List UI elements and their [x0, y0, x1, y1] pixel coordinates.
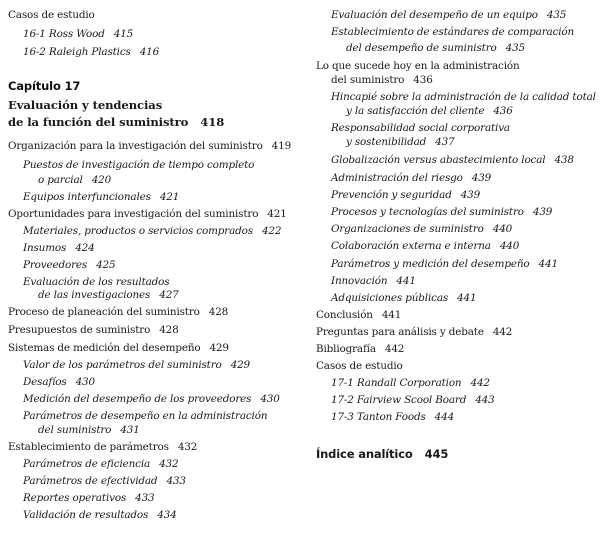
toc-page-number: 421 [267, 208, 287, 220]
toc-page-number: 438 [554, 154, 574, 166]
toc-entry [23, 191, 179, 204]
toc-entry [23, 225, 281, 238]
toc-page-number: 425 [96, 259, 116, 271]
toc-page-number: 422 [261, 225, 282, 237]
toc-page-number: 430 [260, 393, 280, 405]
toc-entry-title: Valor de los parámetros del suministro [23, 359, 222, 371]
toc-entry-title: o parcial [38, 174, 83, 186]
toc-heading [331, 122, 510, 135]
toc-entry [8, 140, 291, 153]
toc-entry-title: 17-3 Tanton Foods [331, 411, 426, 423]
toc-entry-title: Organización para la investigación del suministro [8, 140, 263, 152]
toc-heading [23, 276, 169, 289]
toc-entry-title: Medición del desempeño de los proveedores [23, 393, 252, 405]
toc-entry-title: del suministro [331, 74, 405, 86]
toc-entry-title: 16-1 Ross Wood [23, 28, 105, 40]
toc-page-number: 442 [384, 343, 405, 355]
toc-entry-title: Innovación [331, 275, 388, 287]
toc-entry [331, 74, 433, 87]
toc-entry-title: Organizaciones de suministro [331, 223, 484, 235]
toc-entry [331, 9, 566, 22]
toc-page-number: 444 [434, 411, 455, 423]
toc-entry [8, 324, 179, 337]
toc-entry-title: Procesos y tecnologías del suministro [331, 206, 524, 218]
toc-entry [331, 411, 454, 424]
toc-entry [346, 42, 525, 55]
toc-heading [8, 99, 162, 112]
toc-entry-title: de la función del suministro [8, 115, 189, 129]
toc-page-number: 433 [135, 492, 155, 504]
toc-entry [8, 116, 224, 129]
toc-entry-title: del suministro [38, 424, 112, 436]
toc-entry-title: 17-1 Randall Corporation [331, 377, 462, 389]
toc-heading [23, 159, 254, 172]
toc-entry-title: Evaluación del desempeño de un equipo [331, 9, 538, 21]
toc-entry [23, 242, 95, 255]
toc-page-number: 441 [396, 275, 416, 287]
toc-entry-title: 17-2 Fairview Scool Board [331, 394, 467, 406]
toc-entry-title: Prevención y seguridad [331, 189, 452, 201]
toc-entry-title: Sistemas de medición del desempeño [8, 342, 201, 354]
toc-entry-title: Equipos interfuncionales [23, 191, 151, 203]
toc-heading [316, 360, 403, 373]
toc-entry-title: Reportes operativos [23, 492, 127, 504]
toc-page-number: 430 [75, 376, 95, 388]
toc-page-number: 429 [209, 342, 229, 354]
toc-entry-title: Bibliografía [316, 343, 376, 355]
toc-page-number: 429 [230, 359, 251, 371]
toc-page-number: 416 [139, 46, 160, 58]
toc-entry [316, 448, 448, 461]
toc-entry-title: del desempeño de suministro [346, 42, 497, 54]
toc-entry [23, 458, 178, 471]
toc-entry-title: y la satisfacción del cliente [346, 105, 485, 117]
toc-entry-title: Presupuestos de suministro [8, 324, 151, 336]
toc-page-number: 428 [159, 324, 179, 336]
toc-entry-title: Conclusión [316, 309, 373, 321]
toc-page-number: 427 [159, 289, 179, 301]
toc-entry [23, 492, 155, 505]
toc-entry-title: Capítulo 17 [8, 79, 81, 93]
toc-page-number: 424 [75, 242, 95, 254]
toc-page-number: 415 [113, 28, 134, 40]
toc-entry [38, 174, 111, 187]
toc-heading [331, 26, 574, 39]
toc-entry [38, 424, 140, 437]
toc-page-number: 440 [499, 240, 520, 252]
toc-page-number: 436 [493, 105, 513, 117]
toc-entry-title: Proceso de planeación del suministro [8, 306, 200, 318]
toc-entry-title: Parámetros de eficiencia [23, 458, 151, 470]
toc-entry [331, 258, 558, 271]
toc-entry [23, 259, 115, 272]
toc-entry-title: Materiales, productos o servicios comprados [23, 225, 253, 237]
toc-page-number: 418 [200, 115, 225, 129]
toc-entry-title: Parámetros de desempeño en la administración [23, 410, 268, 422]
toc-entry-title: Validación de resultados [23, 509, 149, 521]
toc-entry [316, 343, 404, 356]
toc-entry-title: de las investigaciones [38, 289, 151, 301]
toc-entry [346, 105, 513, 118]
toc-entry-title: Hincapié sobre la administración de la calidad total [331, 91, 596, 103]
toc-entry [8, 208, 287, 221]
toc-page-number: 419 [271, 140, 292, 152]
toc-page-number: 428 [208, 306, 229, 318]
toc-entry-title: Adquisiciones públicas [331, 292, 449, 304]
toc-page-number: 437 [435, 136, 455, 148]
toc-page-number: 420 [91, 174, 112, 186]
toc-entry [331, 172, 491, 185]
toc-entry-title: Índice analítico [316, 447, 413, 461]
toc-entry-title: Casos de estudio [316, 360, 403, 372]
toc-entry [331, 240, 519, 253]
toc-page-number: 442 [470, 377, 490, 389]
toc-entry-title: Puestos de investigación de tiempo completo [23, 159, 255, 171]
toc-page-number: 442 [492, 326, 513, 338]
toc-entry [8, 342, 229, 355]
toc-page-number: 439 [471, 172, 492, 184]
toc-page-number: 441 [457, 292, 477, 304]
toc-entry-title: Insumos [23, 242, 67, 254]
toc-page-number: 443 [475, 394, 495, 406]
toc-entry [331, 223, 512, 236]
toc-page-number: 435 [546, 9, 567, 21]
toc-entry [331, 154, 574, 167]
toc-heading [8, 80, 80, 93]
toc-page-number: 441 [381, 309, 402, 321]
toc-entry-title: Desafíos [23, 376, 67, 388]
toc-entry-title: Casos de estudio [8, 9, 95, 21]
toc-entry-title: Parámetros y medición del desempeño [331, 258, 530, 270]
toc-entry [23, 46, 159, 59]
toc-page-number: 436 [413, 74, 433, 86]
toc-page-number: 421 [159, 191, 180, 203]
toc-entry [8, 306, 228, 319]
toc-entry [331, 377, 490, 390]
toc-page-number: 435 [505, 42, 526, 54]
toc-page-number: 440 [492, 223, 513, 235]
toc-entry-title: Colaboración externa e interna [331, 240, 491, 252]
toc-entry [23, 475, 186, 488]
toc-entry [331, 189, 480, 202]
toc-entry-title: Globalización versus abastecimiento local [331, 154, 546, 166]
toc-entry [23, 509, 177, 522]
toc-entry-title: Evaluación de los resultados [23, 276, 170, 288]
toc-entry-title: 16-2 Raleigh Plastics [23, 46, 131, 58]
toc-entry [8, 441, 197, 454]
toc-page-number: 431 [120, 424, 140, 436]
toc-heading [331, 91, 596, 104]
toc-entry [23, 28, 133, 41]
toc-entry [346, 136, 455, 149]
toc-entry-title: Administración del riesgo [331, 172, 463, 184]
toc-page-number: 432 [177, 441, 198, 453]
toc-entry-title: Preguntas para análisis y debate [316, 326, 484, 338]
toc-entry-title: y sostenibilidad [346, 136, 427, 148]
toc-entry [316, 326, 512, 339]
toc-entry [331, 206, 552, 219]
toc-page-number: 433 [166, 475, 186, 487]
toc-page-number: 441 [538, 258, 558, 270]
toc-entry-title: Proveedores [23, 259, 88, 271]
toc-entry-title: Oportunidades para investigación del suministro [8, 208, 259, 220]
toc-entry [331, 394, 495, 407]
toc-heading [23, 410, 267, 423]
toc-entry [23, 393, 280, 406]
toc-entry-title: Establecimiento de estándares de comparación [331, 26, 575, 38]
toc-entry-title: Establecimiento de parámetros [8, 441, 169, 453]
toc-entry [23, 376, 95, 389]
toc-entry-title: Responsabilidad social corporativa [331, 122, 510, 134]
toc-entry [38, 289, 179, 302]
toc-page-number: 439 [460, 189, 481, 201]
toc-page-number: 434 [157, 509, 177, 521]
toc-entry [331, 292, 476, 305]
toc-entry [316, 309, 401, 322]
toc-entry [331, 275, 416, 288]
toc-page-number: 439 [532, 206, 553, 218]
toc-entry-title: Evaluación y tendencias [8, 98, 163, 112]
toc-page-number: 445 [424, 447, 449, 461]
toc-entry [23, 359, 250, 372]
toc-heading [8, 9, 95, 22]
toc-heading [316, 60, 520, 73]
toc-entry-title: Lo que sucede hoy en la administración [316, 60, 520, 72]
toc-entry-title: Parámetros de efectividad [23, 475, 158, 487]
toc-page-number: 432 [159, 458, 179, 470]
